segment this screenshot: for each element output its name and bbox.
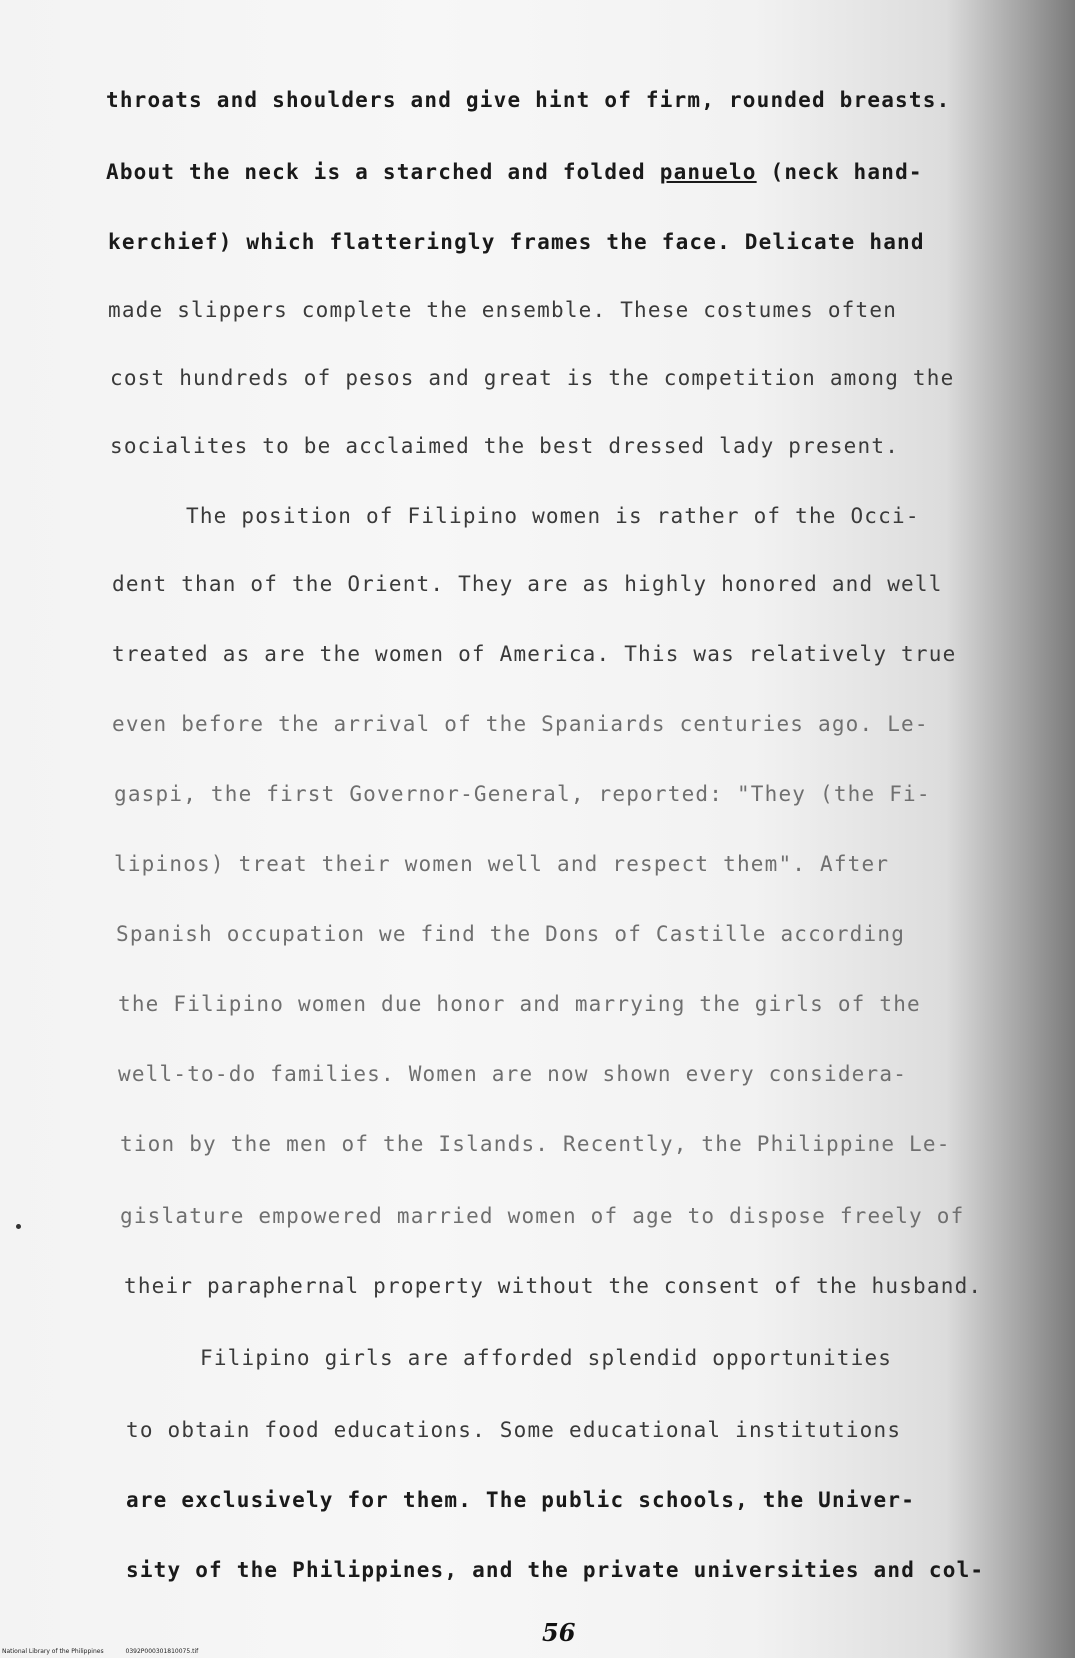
text-line-2	[106, 160, 923, 184]
text-line-4: made slippers complete the ensemble. These costumes often	[108, 298, 898, 322]
text-line-1: throats and shoulders and give hint of firm, rounded breasts.	[106, 88, 951, 112]
text-line-19: Filipino girls are afforded splendid opportunities	[200, 1346, 893, 1370]
scan-speck	[16, 1224, 21, 1229]
underlined-term-panuelo: panuelo	[659, 160, 757, 184]
text-line-5: cost hundreds of pesos and great is the competition among the	[110, 366, 955, 390]
text-line-2-start: About the neck is a starched and folded	[106, 160, 646, 184]
footer-file: 0392P000301810075.tif	[125, 1648, 199, 1655]
scan-footer	[2, 1648, 218, 1655]
text-line-17: gislature empowered married women of age to dispose freely of	[120, 1204, 965, 1228]
text-line-15: well-to-do families. Women are now shown every considera-	[118, 1062, 908, 1086]
text-line-3: kerchief) which flatteringly frames the face. Delicate hand	[108, 230, 925, 254]
text-line-10: even before the arrival of the Spaniards centuries ago. Le-	[112, 712, 929, 736]
text-line-2-end: (neck hand-	[770, 160, 923, 184]
text-line-14: the Filipino women due honor and marrying the girls of the	[118, 992, 921, 1016]
text-line-12: lipinos) treat their women well and respect them". After	[114, 852, 890, 876]
text-line-9: treated as are the women of America. This was relatively true	[112, 642, 957, 666]
text-line-6: socialites to be acclaimed the best dressed lady present.	[110, 434, 900, 458]
text-line-20: to obtain food educations. Some educational institutions	[126, 1418, 902, 1442]
page-number: 56	[542, 1618, 576, 1647]
text-line-13: Spanish occupation we find the Dons of Castille according	[116, 922, 906, 946]
text-line-8: dent than of the Orient. They are as highly honored and well	[112, 572, 943, 596]
text-line-18: their paraphernal property without the consent of the husband.	[124, 1274, 983, 1298]
text-line-7: The position of Filipino women is rather of the Occi-	[186, 504, 920, 528]
text-line-21: are exclusively for them. The public schools, the Univer-	[126, 1488, 916, 1512]
text-line-11: gaspi, the first Governor-General, reported: "They (the Fi-	[114, 782, 931, 806]
text-line-16: tion by the men of the Islands. Recently, the Philippine Le-	[120, 1132, 951, 1156]
text-line-22: sity of the Philippines, and the private universities and col-	[126, 1558, 985, 1582]
footer-institution: National Library of the Philippines	[2, 1648, 104, 1655]
